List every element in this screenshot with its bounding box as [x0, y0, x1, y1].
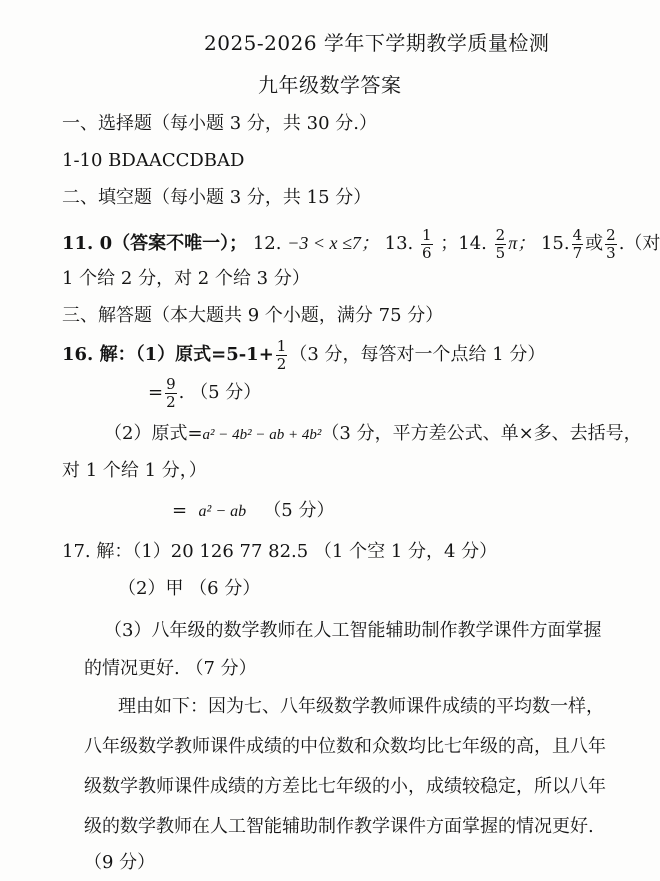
q16-part1-denominator: 2: [276, 354, 287, 373]
q17-reason-score: （9 分）: [84, 852, 156, 873]
q16-part1-fraction: [276, 336, 288, 373]
q15-or: 或: [585, 233, 604, 254]
q15-fraction-2: [605, 225, 617, 262]
fill-blank-answers: [62, 227, 660, 261]
q16-part2: [104, 423, 642, 446]
q15-denominator-1: 7: [572, 243, 583, 262]
q16-part1-result: [148, 376, 261, 410]
q16-part1-numerator: 1: [276, 336, 287, 355]
q14-denominator: 5: [495, 243, 506, 262]
q17-part3-line1: （3）八年级的数学教师在人工智能辅助制作教学课件方面掌握: [104, 620, 602, 641]
q16-part1-result-fraction: [165, 374, 177, 411]
q16-part1-result-numerator: 9: [166, 374, 176, 393]
q14-fraction: [495, 225, 507, 262]
section1-answers: 1-10 BDAACCDBAD: [62, 150, 245, 171]
q15-label: 15.: [540, 233, 570, 254]
q17-part2: （2）甲 （6 分）: [118, 578, 261, 599]
q12-expr: −3 < x ≤7；: [287, 233, 379, 253]
q16-part1-result-denominator: 2: [166, 392, 176, 411]
q16-part2-expr: a² − 4b² − ab + 4b²: [202, 427, 322, 443]
q13-numerator: 1: [422, 225, 432, 244]
q17-reason-line3: 级数学教师课件成绩的方差比七年级的小，成绩较稳定，所以八年: [84, 776, 606, 797]
q16-part2-label: （2）原式=: [104, 423, 203, 444]
q17-reason-line1: 理由如下：因为七、八年级数学教师课件成绩的平均数一样，: [118, 696, 604, 717]
doc-subtitle: 九年级数学答案: [258, 73, 402, 97]
q16-part2-note2: 对 1 个给 1 分，）: [62, 460, 207, 481]
q16-part1-note: （3 分，每答对一个点给 1 分）: [289, 344, 546, 365]
q13-denominator: 6: [422, 243, 432, 262]
q15-numerator-1: 4: [572, 225, 583, 244]
q17-reason-line4: 级的数学教师在人工智能辅助制作教学课件方面掌握的情况更好.: [84, 816, 594, 837]
section1-heading: 一、选择题（每小题 3 分，共 30 分.）: [62, 113, 377, 134]
q16-part2-note: （3 分，平方差公式、单×多、去括号，: [321, 423, 642, 444]
q16-part1: [62, 338, 545, 372]
q12-label: 12.: [252, 233, 282, 254]
q11-answer: 11. 0（答案不唯一）；: [62, 233, 248, 254]
q14-pi: π；: [508, 233, 536, 253]
q17-reason-line2: 八年级数学教师课件成绩的中位数和众数均比七年级的高，且八年: [84, 736, 606, 757]
q13-label: 13.: [384, 233, 414, 254]
q16-part1-label: 16. 解：（1）原式=5-1+: [62, 344, 274, 365]
q13-fraction: [421, 225, 433, 262]
q16-part1-result-note: . （5 分）: [178, 382, 262, 403]
doc-title: 2025-2026 学年下学期教学质量检测: [204, 31, 550, 55]
q16-part2-res: a² − ab: [198, 503, 247, 520]
section2-scoring: 1 个给 2 分，对 2 个给 3 分）: [62, 268, 310, 289]
q16-part2-eq: =: [172, 500, 188, 521]
q16-part1-eq: =: [148, 382, 164, 403]
q16-part2-res-note: （5 分）: [263, 500, 335, 521]
q15-numerator-2: 2: [606, 225, 616, 244]
section3-heading: 三、解答题（本大题共 9 个小题，满分 75 分）: [62, 305, 444, 326]
q17-part3-line2: 的情况更好. （7 分）: [84, 658, 257, 679]
section2-heading: 二、填空题（每小题 3 分，共 15 分）: [62, 187, 372, 208]
q14-numerator: 2: [495, 225, 506, 244]
q14-label: ；14.: [440, 233, 487, 254]
q15-denominator-2: 3: [606, 243, 616, 262]
q16-part2-result: [172, 500, 335, 523]
q17-part1: 17. 解：（1）20 126 77 82.5 （1 个空 1 分，4 分）: [62, 541, 498, 562]
q15-fraction-1: [572, 225, 584, 262]
q15-tail: .（对: [618, 233, 660, 254]
